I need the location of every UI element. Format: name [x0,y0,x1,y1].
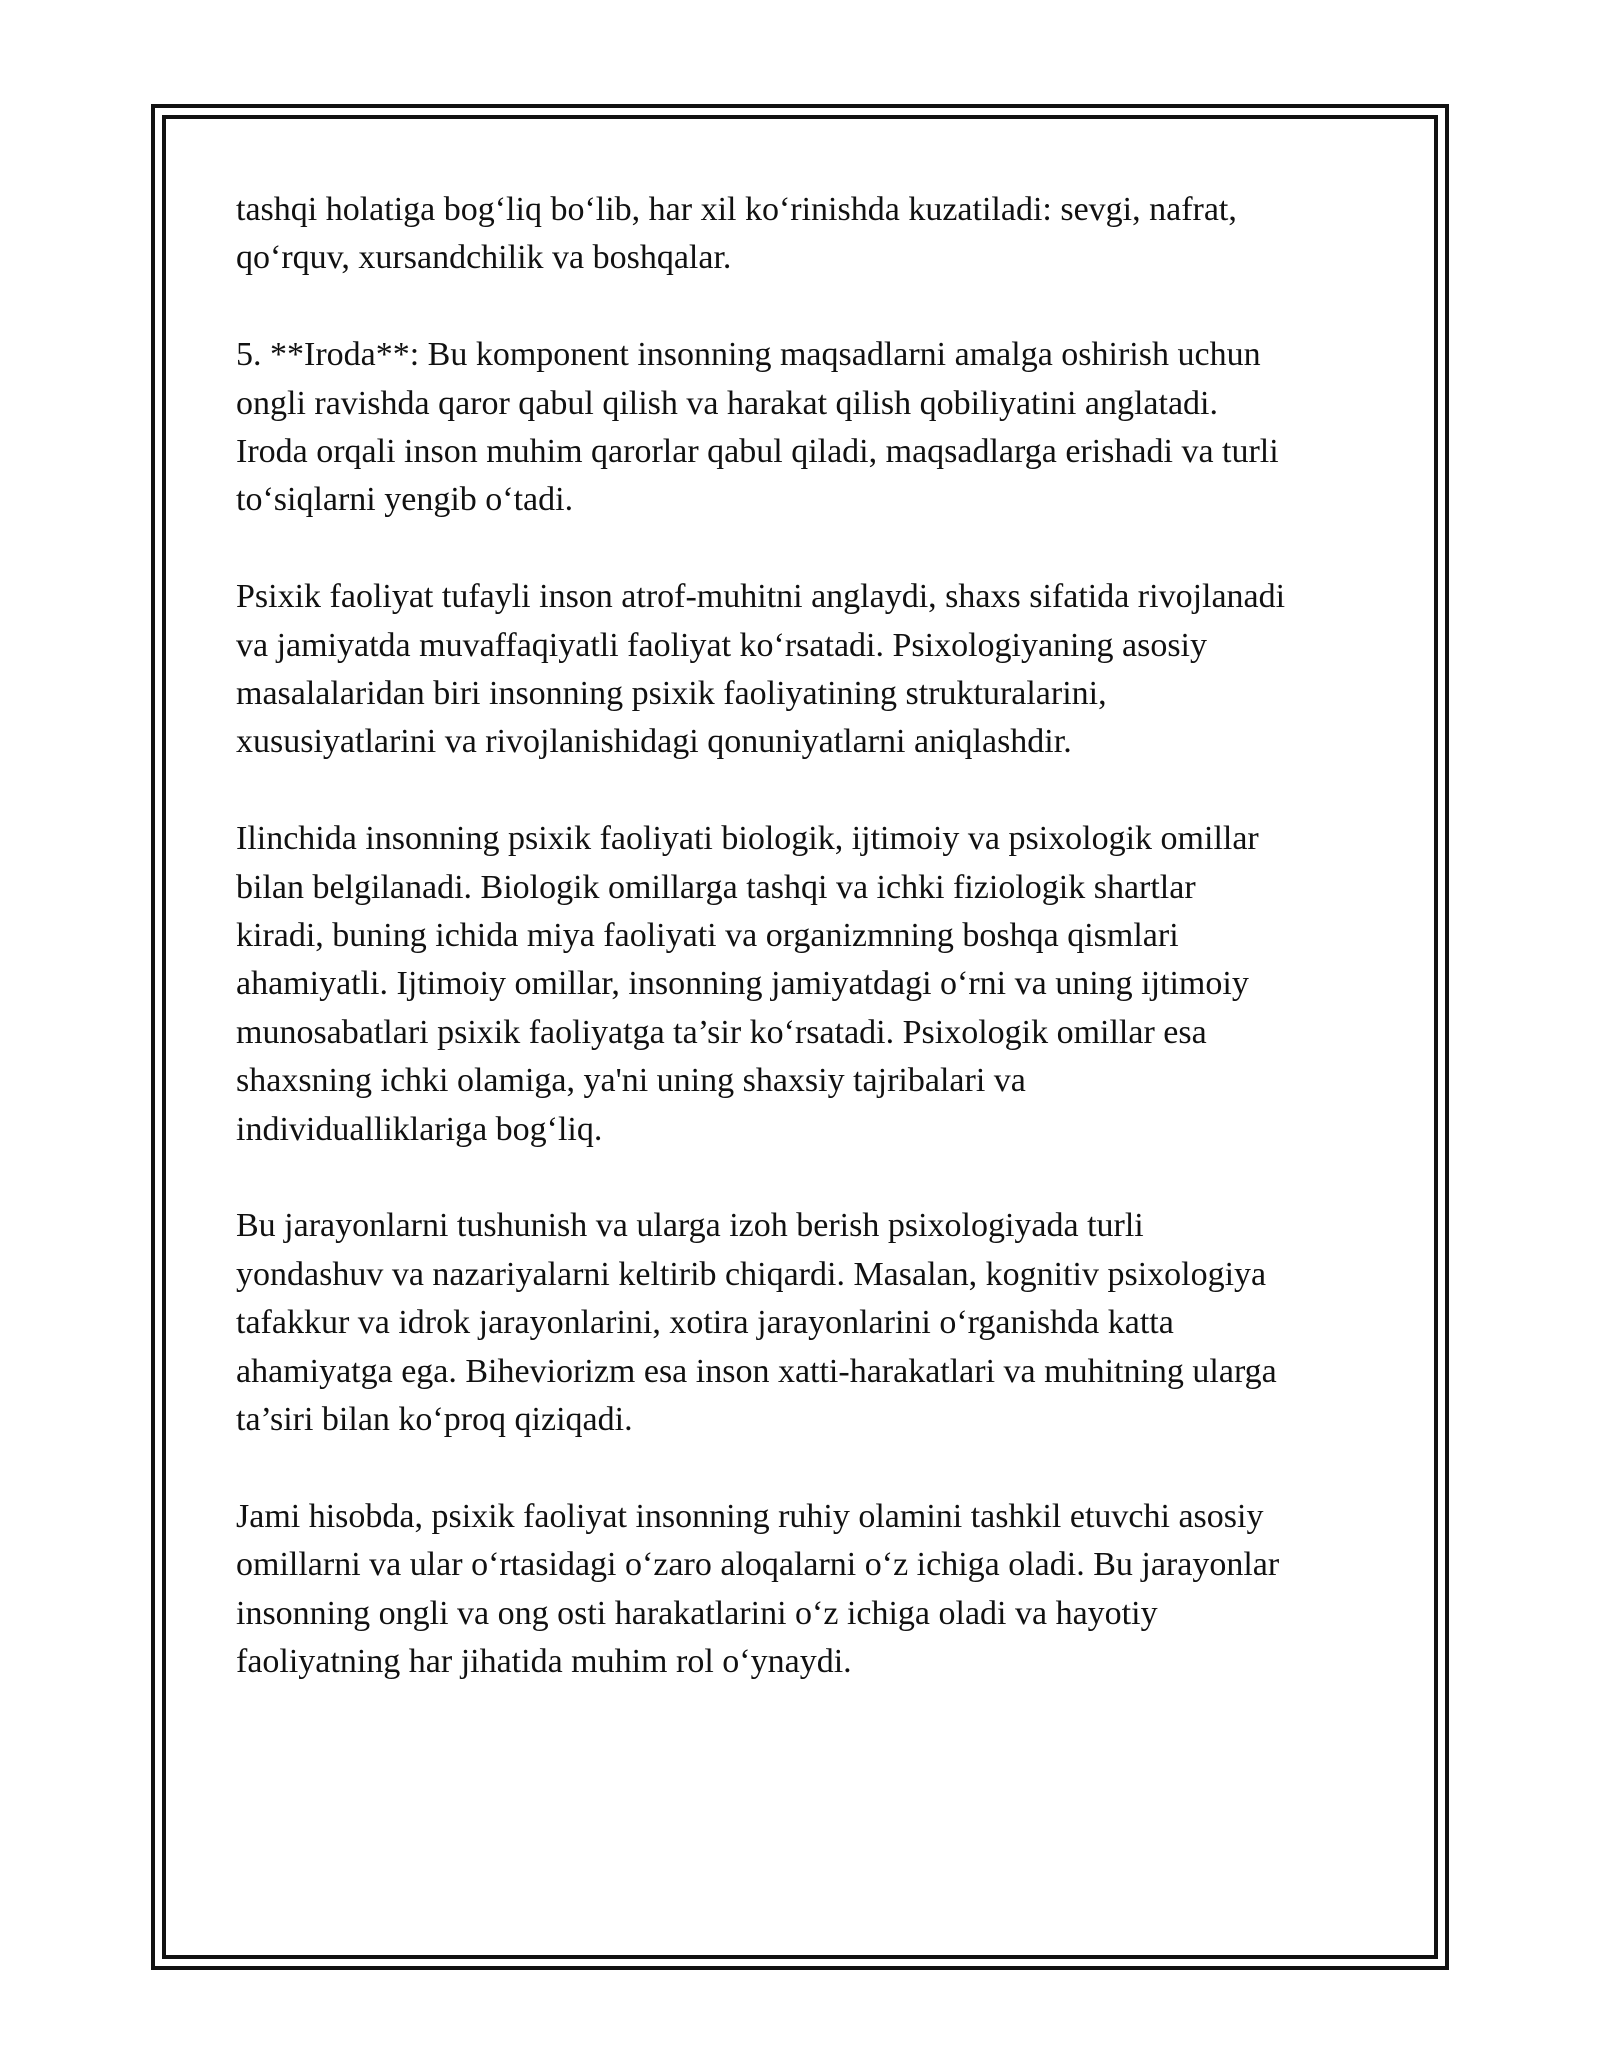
document-body [236,186,1376,1735]
paragraph-emotions-end: tashqi holatiga bog‘liq bo‘lib, har xil ko‘rinishda kuzatiladi: sevgi, nafrat, qo‘rquv, xursandchilik va boshqalar. [236,191,1237,277]
paragraph-conclusion: Jami hisobda, psixik faoliyat insonning ruhiy olamini tashkil etuvchi asosiy omillarni va ular o‘rtasidagi o‘zaro aloqalarni o‘z ichiga oladi. Bu jarayonlar insonning ongli va ong osti harakatlarini o‘z ichiga oladi va hayotiy faoliyatning har jihatida muhim rol o‘ynaydi. [236,1497,1280,1681]
paragraph-approaches: Bu jarayonlarni tushunish va ularga izoh berish psixologiyada turli yondashuv va nazariyalarni keltirib chiqardi. Masalan, kognitiv psixologiya tafakkur va idrok jarayonlarini, xotira jarayonlarini o‘rganishda katta ahamiyatga ega. Biheviorizm esa inson xatti-harakatlari va muhitning ularga ta’siri bilan ko‘proq qiziqadi. [236,1207,1277,1439]
paragraph-factors: Ilinchida insonning psixik faoliyati biologik, ijtimoiy va psixologik omillar bilan belgilanadi. Biologik omillarga tashqi va ichki fiziologik shartlar kiradi, buning ichida miya faoliyati va organizmning boshqa qismlari ahamiyatli. Ijtimoiy omillar, insonning jamiyatdagi o‘rni va uning ijtimoiy munosabatlari psixik faoliyatga ta’sir ko‘rsatadi. Psixologik omillar esa shaxsning ichki olamiga, ya'ni uning shaxsiy tajribalari va individualliklariga bog‘liq. [236,820,1259,1148]
paragraph-psychic-activity: Psixik faoliyat tufayli inson atrof-muhitni anglaydi, shaxs sifatida rivojlanadi va jamiyatda muvaffaqiyatli faoliyat ko‘rsatadi. Psixologiyaning asosiy masalalaridan biri insonning psixik faoliyatining strukturalarini, xususiyatlarini va rivojlanishidagi qonuniyatlarni aniqlashdir. [236,578,1286,761]
paragraph-will: 5. **Iroda**: Bu komponent insonning maqsadlarni amalga oshirish uchun ongli ravishda qaror qabul qilish va harakat qilish qobiliyatini anglatadi. Iroda orqali inson muhim qarorlar qabul qiladi, maqsadlarga erishadi va turli to‘siqlarni yengib o‘tadi. [236,336,1279,519]
